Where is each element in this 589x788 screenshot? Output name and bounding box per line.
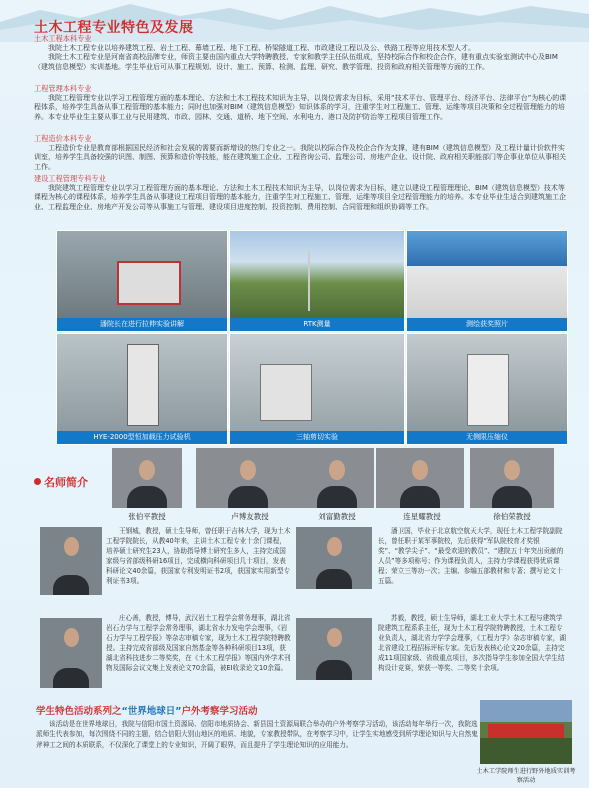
portrait-su <box>296 618 372 680</box>
photo-caption: HYE-2000型恒加载压力试验机 <box>57 431 227 444</box>
activity-title: 学生特色活动系列之“世界地球日”户外考察学习活动 <box>36 706 258 717</box>
section-text: 我院建筑工程管理专业以学习工程管理方面的基本理论、方法和土木工程技术知识为主导，以岗位需求为目标，建立以建设工程管理理论、BIM（建筑信息模型）技术等课程为核心的课程体系，培养学生具备从事建设工程项目管理的基本能力，注重学生对工程施工、管理、运维等项目全过程管理能力的培养。本专业毕业生适合到建筑施工企业、工程监理企业、房地产开发公司等从事施工与管理、建设项目进度控制、投资控制、费用控制、合同管理和组织协调等工作。 <box>34 183 566 211</box>
teacher-name: 连星耀教授 <box>403 512 441 521</box>
section-text: 我院土木工程专业以培养建筑工程、岩土工程、幕墙工程、地下工程、桥梁隧道工程、市政建设工程以及公、铁路工程等应用技术型人才。 <box>48 43 475 52</box>
section-civil <box>34 34 571 72</box>
portrait-pan <box>296 527 372 589</box>
photo-rtk <box>229 230 405 332</box>
section-heading: 土木工程本科专业 <box>34 34 92 43</box>
teacher-photo <box>376 448 464 508</box>
portrait-zhuang <box>40 618 102 688</box>
photo-tension-test <box>56 230 228 332</box>
teacher-name: 徐伯荣教授 <box>493 512 531 521</box>
teacher-photo <box>470 448 554 508</box>
section-text: 我院工程管理专业以学习工程管理方面的基本理论、方法和土木工程技术知识为主导，以岗位需求为目标，采用“技术平台、管理平台、经济平台、法律平台”为核心的课程体系，培养学生具备从事工程管理的基本能力；同时也加强对BIM（建筑信息模型）知识体系的学习，注重学生对工程施工、管理、运维等项目决策和全过程管理能力的培养。本专业毕业生主要从事工业与民用建筑、市政、园林、交通、道桥、地下空间、水利电力、港口及防护防治等工程项目管理工作。 <box>34 93 567 121</box>
teacher-name: 刘富勤教授 <box>318 512 356 521</box>
photo-caption: 无侧限压缩仪 <box>407 431 567 444</box>
photo-caption: RTK测量 <box>230 318 404 331</box>
activity-photo <box>480 700 572 764</box>
teacher-photo <box>300 448 374 508</box>
section-text: 工程造价专业是教育部根据国民经济和社会发展的需要而新增设的热门专业之一。我院以校际合作及校企合作为支撑，建有BIM（建筑信息模型）及工程计量计价软件实训室，培养学生具备较强的识图、制图、预算和造价等技能，能在建筑施工企业、工程咨询公司、监理公司、房地产企业、设计院、政府相关职能部门等企事业单位从事相关工作。 <box>34 143 566 171</box>
photo-caption: 测绘获奖照片 <box>407 318 567 331</box>
section-cost <box>34 134 571 172</box>
section-construction <box>34 174 571 212</box>
photo-triaxial <box>229 333 405 445</box>
teacher-name: 卢博友教授 <box>231 512 269 521</box>
section-text: 我院土木工程专业是河南省高校品牌专业，师资主要由国内重点大学特聘教授、专家和教学主任队伍组成，坚持校际合作和校企合作，建有重点实验室测试中心及BIM（建筑信息模型）实训基地。学生毕业后可从事工程规划、设计、施工、预算、检测、监理、研究、教学管理、投资和政府相关管理等方面的工作。 <box>34 53 558 71</box>
photo-press-machine <box>56 333 228 445</box>
bio-su: 苏毅，教授，硕士生导师，湖北工业大学土木工程与建筑学院建筑工程系系主任，现为土木工程学院特聘教授，土木工程专业负责人，湖北省力学学会理事，《工程力学》杂志审稿专家，湖北省建设工程招标评标专家。先后发表核心论文20余篇，主持完成11项国家级、省级重点项目，多次指导学生参加全国大学生结构设计竞赛，荣获一等奖、二等奖十余项。 <box>378 614 566 672</box>
photo-award <box>406 230 568 332</box>
section-eng-mgmt <box>34 84 571 122</box>
section-heading: 工程造价本科专业 <box>34 134 92 143</box>
section-heading: 建设工程管理专科专业 <box>34 174 106 183</box>
bio-zhuang: 庄心善，教授，博导，武汉岩土工程学会常务理事，湖北省岩石力学与工程学会常务理事，湖北省水力发电学会理事，《岩石力学与工程学报》等杂志审稿专家，现为土木工程学院特聘教授。主持完成省部级及国家自然基金等各种科研项目13项，获湖北省科技进步二等奖奖，在《土木工程学报》等国内外学术刊物及国际会议文集上发表论文70余篇，被EI收录论文10余篇。 <box>106 614 291 672</box>
activity-text: 该活动是在世界地球日，我院与信阳市国土资源局、信阳市地质协会、新县国土资源局联合举办的户外考察学习活动，该活动每年举行一次，我院选派师生代表参加，每次围绕不同的主题，结合信阳大别山地区的地质、地貌，专家教授带队，在考察学习中，让学生实地感受到所学理论知识与大自然鬼斧神工之间的本质联系，不仅深化了课堂上的专业知识，开阔了眼界，而且提升了学生理论知识的应用能力。 <box>36 720 478 749</box>
bio-pan: 潘卫国，毕业于北京航空航天大学，现任土木工程学院副院长，曾任职于某军事院校，先后获得“军队院校育才奖银奖”、“教学尖子”、“最受欢迎的教员”、“建院五十年突出贡献的人员”等多项称号；作为课程负责人，主持力学课程获得优质课程；荣立三等功一次；主编、参编五部教材和专著；撰写论文十五篇。 <box>378 527 564 585</box>
teacher-photo <box>112 448 182 508</box>
bio-wang: 王钢城，教授，硕士生导师，曾任职于吉林大学，现为土木工程学院院长，从教40年来，主讲土木工程专业十余门课程，培养硕士研究生23人，协助指导博士研究生多人，主持完成国家级与省部级科研16项目，完成横向科研项目几十项目，发表科研论文40余篇，获国家专利发明证书2项，获国家实用新型专利证书3项。 <box>106 527 291 585</box>
photo-unconfined <box>406 333 568 445</box>
activity-photo-caption: 土木工学院师生进行野外地质实训考察活动 <box>476 768 576 784</box>
section-heading: 工程管理本科专业 <box>34 84 92 93</box>
page-title: 土木工程专业特色及发展 <box>34 20 194 36</box>
bullet-icon <box>34 478 41 485</box>
teachers-heading: 名师简介 <box>34 474 88 490</box>
teacher-name: 张伯平教授 <box>128 512 166 521</box>
photo-caption: 潘院长在进行拉伸实验讲解 <box>57 318 227 331</box>
teacher-photo <box>196 448 300 508</box>
portrait-wang <box>40 527 102 595</box>
photo-caption: 三轴剪切实验 <box>230 431 404 444</box>
